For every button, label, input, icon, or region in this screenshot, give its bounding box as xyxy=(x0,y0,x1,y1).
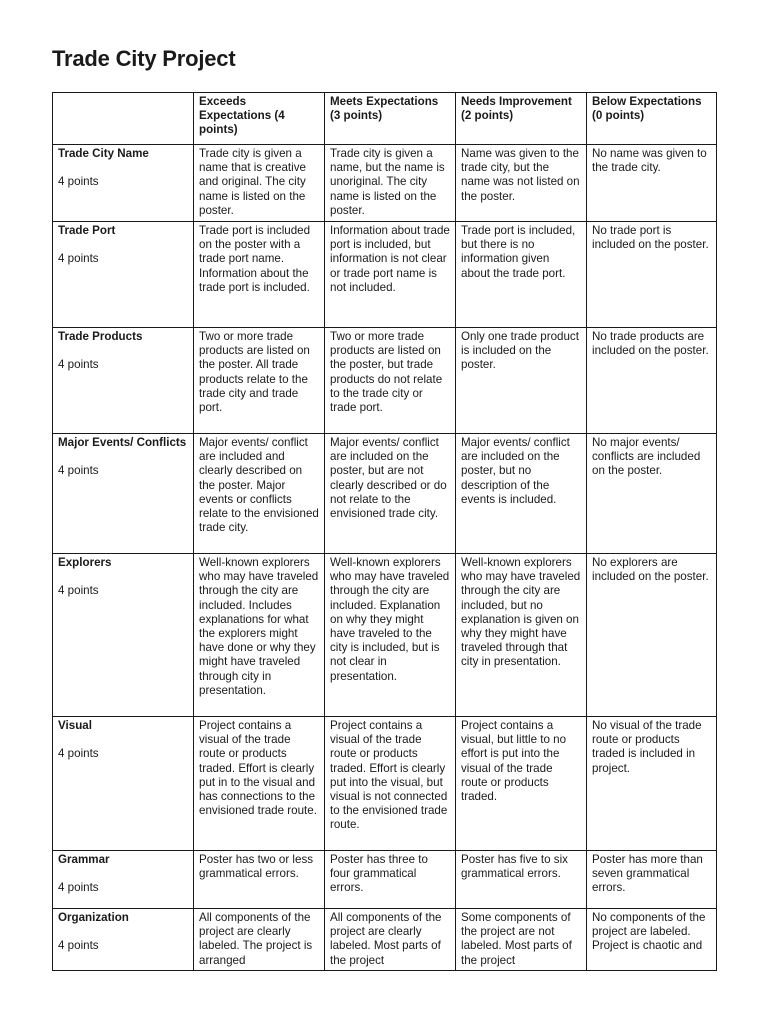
criterion-points: 4 points xyxy=(58,881,99,895)
criterion-points: 4 points xyxy=(58,358,99,372)
rubric-cell: Poster has five to six grammatical errors. xyxy=(456,851,587,909)
criterion-name: Trade City Name xyxy=(58,147,149,160)
rubric-cell: Trade port is included, but there is no information given about the trade port. xyxy=(456,222,587,328)
criterion-cell xyxy=(53,434,194,554)
rubric-cell: Major events/ conflict are included and clearly described on the poster. Major events or conflicts relate to the envisioned trade city. xyxy=(194,434,325,554)
criterion-cell xyxy=(53,717,194,851)
rubric-cell: No trade port is included on the poster. xyxy=(587,222,717,328)
rubric-cell: Two or more trade products are listed on the poster. All trade products relate to the trade city and trade port. xyxy=(194,328,325,434)
table-row xyxy=(53,434,717,554)
criterion-name: Grammar xyxy=(58,853,110,866)
criterion-name: Major Events/ Conflicts xyxy=(58,436,187,449)
header-cell-meets: Meets Expectations (3 points) xyxy=(325,93,456,145)
rubric-cell: Trade city is given a name, but the name is unoriginal. The city name is listed on the poster. xyxy=(325,145,456,222)
rubric-cell: Poster has more than seven grammatical errors. xyxy=(587,851,717,909)
rubric-cell: Trade city is given a name that is creative and original. The city name is listed on the poster. xyxy=(194,145,325,222)
rubric-cell: Major events/ conflict are included on the poster, but no description of the events is included. xyxy=(456,434,587,554)
criterion-name: Explorers xyxy=(58,556,112,569)
header-cell-exceeds: Exceeds Expectations (4 points) xyxy=(194,93,325,145)
rubric-cell: All components of the project are clearly labeled. Most parts of the project xyxy=(325,909,456,971)
rubric-cell: No trade products are included on the poster. xyxy=(587,328,717,434)
criterion-cell xyxy=(53,222,194,328)
rubric-cell: Name was given to the trade city, but the name was not listed on the poster. xyxy=(456,145,587,222)
table-row xyxy=(53,909,717,971)
page-title: Trade City Project xyxy=(52,46,236,71)
rubric-cell: No components of the project are labeled. Project is chaotic and xyxy=(587,909,717,971)
rubric-cell: No visual of the trade route or products traded is included in project. xyxy=(587,717,717,851)
rubric-cell: Well-known explorers who may have traveled through the city are included, but no explanation is given on why they might have traveled through that city in presentation. xyxy=(456,554,587,717)
rubric-cell: Trade port is included on the poster with a trade port name. Information about the trade port is included. xyxy=(194,222,325,328)
rubric-cell: No major events/ conflicts are included on the poster. xyxy=(587,434,717,554)
table-row xyxy=(53,851,717,909)
criterion-points: 4 points xyxy=(58,464,99,478)
rubric-cell: Project contains a visual, but little to no effort is put into the visual of the trade route or products traded. xyxy=(456,717,587,851)
rubric-cell: Poster has three to four grammatical errors. xyxy=(325,851,456,909)
criterion-cell xyxy=(53,851,194,909)
criterion-cell xyxy=(53,909,194,971)
criterion-points: 4 points xyxy=(58,747,99,761)
criterion-cell xyxy=(53,328,194,434)
rubric-cell: Well-known explorers who may have traveled through the city are included. Includes explanations for what the explorers might have done or why they might have traveled through city in presentation. xyxy=(194,554,325,717)
rubric-cell: Major events/ conflict are included on the poster, but are not clearly described or do not relate to the envisioned trade city. xyxy=(325,434,456,554)
rubric-cell: Only one trade product is included on the poster. xyxy=(456,328,587,434)
criterion-points: 4 points xyxy=(58,175,99,189)
criterion-cell xyxy=(53,554,194,717)
rubric-cell: Some components of the project are not labeled. Most parts of the project xyxy=(456,909,587,971)
criterion-name: Visual xyxy=(58,719,92,732)
table-row xyxy=(53,554,717,717)
criterion-name: Trade Port xyxy=(58,224,116,237)
table-row xyxy=(53,717,717,851)
criterion-points: 4 points xyxy=(58,252,99,266)
criterion-name: Trade Products xyxy=(58,330,143,343)
header-cell-needs-improvement: Needs Improvement (2 points) xyxy=(456,93,587,145)
rubric-cell: Two or more trade products are listed on the poster, but trade products do not relate to the trade city or trade port. xyxy=(325,328,456,434)
criterion-name: Organization xyxy=(58,911,129,924)
table-row xyxy=(53,328,717,434)
rubric-cell: Project contains a visual of the trade route or products traded. Effort is clearly put into the visual, but visual is not connected to the envisioned trade route. xyxy=(325,717,456,851)
rubric-cell: Poster has two or less grammatical errors. xyxy=(194,851,325,909)
table-row xyxy=(53,145,717,222)
criterion-cell xyxy=(53,145,194,222)
table-row xyxy=(53,222,717,328)
rubric-cell: No explorers are included on the poster. xyxy=(587,554,717,717)
criterion-points: 4 points xyxy=(58,939,99,953)
header-cell-criteria xyxy=(53,93,194,145)
rubric-cell: All components of the project are clearly labeled. The project is arranged xyxy=(194,909,325,971)
criterion-points: 4 points xyxy=(58,584,99,598)
rubric-table xyxy=(52,92,717,971)
rubric-cell: Well-known explorers who may have traveled through the city are included. Explanation on why they might have traveled to the city is included, but is not clear in presentation. xyxy=(325,554,456,717)
header-cell-below: Below Expectations (0 points) xyxy=(587,93,717,145)
rubric-cell: No name was given to the trade city. xyxy=(587,145,717,222)
rubric-cell: Project contains a visual of the trade route or products traded. Effort is clearly put in to the visual and has connections to the envisioned trade route. xyxy=(194,717,325,851)
header-row xyxy=(53,93,717,145)
rubric-cell: Information about trade port is included, but information is not clear or trade port name is not included. xyxy=(325,222,456,328)
